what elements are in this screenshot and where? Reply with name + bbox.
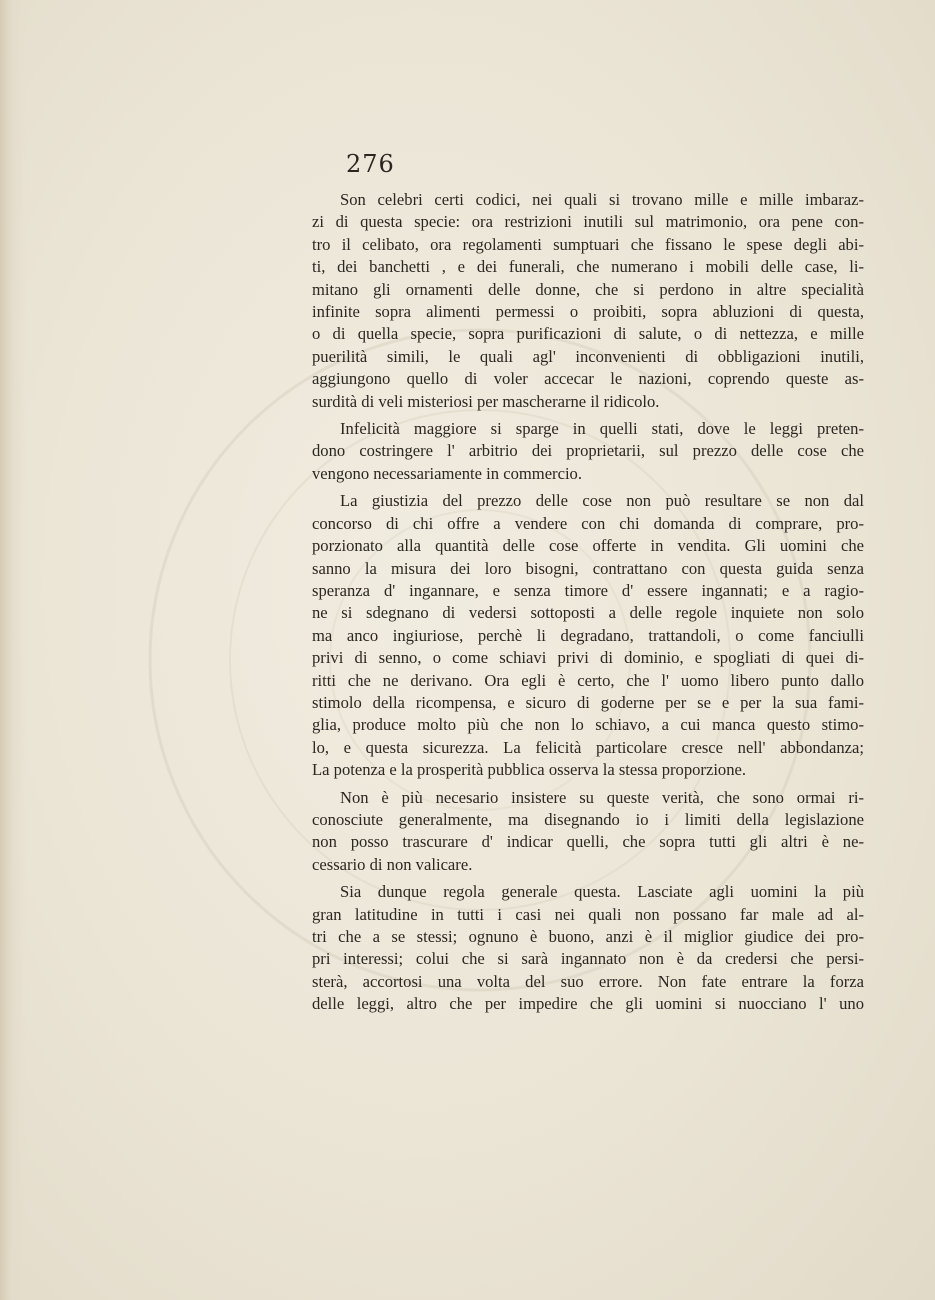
text-line: Son celebri certi codici, nei quali si trovano mille e mille imbaraz-	[340, 190, 864, 209]
text-line: vengono necessariamente in commercio.	[312, 463, 583, 483]
text-line: Infelicità maggiore si sparge in quelli stati, dove le leggi preten-	[340, 419, 864, 439]
page-number: 276	[346, 150, 395, 178]
text-line: aggiungono quello di voler accecar le nazioni, coprendo queste as-	[312, 369, 864, 389]
text-line: cessario di non valicare.	[312, 854, 473, 874]
text-line: pri interessi; colui che si sarà ingannato non è da credersi che persi-	[312, 949, 864, 969]
text-line: ne si sdegnano di vedersi sottoposti a delle regole inquiete non solo	[312, 603, 864, 623]
text-line: speranza d' ingannare, e senza timore d' essere ingannati; e a ragio-	[312, 580, 864, 600]
paragraph	[312, 490, 864, 781]
text-line: infinite sopra alimenti permessi o proibiti, sopra abluzioni di questa,	[312, 302, 864, 322]
text-line: concorso di chi offre a vendere con chi domanda di comprare, pro-	[312, 513, 864, 533]
text-line: ritti che ne derivano. Ora egli è certo, che l' uomo libero punto dallo	[312, 670, 864, 690]
text-line: dono costringere l' arbitrio dei proprietarii, sul prezzo delle cose che	[312, 441, 864, 461]
text-line: ti, dei banchetti , e dei funerali, che numerano i mobili delle case, li-	[312, 257, 864, 277]
text-line: glia, produce molto più che non lo schiavo, a cui manca questo stimo-	[312, 715, 864, 735]
body-text	[312, 189, 864, 1021]
text-line: La giustizia del prezzo delle cose non può resultare se non dal	[340, 491, 864, 511]
text-line: zi di questa specie: ora restrizioni inutili sul matrimonio, ora pene con-	[312, 212, 864, 232]
text-line: lo, e questa sicurezza. La felicità particolare cresce nell' abbondanza;	[312, 737, 864, 757]
text-line: tri che a se stessi; ognuno è buono, anzi è il miglior giudice dei pro-	[312, 927, 864, 946]
text-line: mitano gli ornamenti delle donne, che si perdono in altre specialità	[312, 279, 864, 299]
text-line: surdità di veli misteriosi per mascherarne il ridicolo.	[312, 391, 660, 411]
text-line: tro il celibato, ora regolamenti sumptuari che fissano le spese degli abi-	[312, 234, 864, 254]
paragraph	[312, 189, 864, 413]
text-line: porzionato alla quantità delle cose offerte in vendita. Gli uomini che	[312, 536, 864, 556]
text-line: Non è più necesario insistere su queste verità, che sono ormai ri-	[340, 787, 864, 807]
text-line: puerilità simili, le quali agl' inconvenienti di obbligazioni inutili,	[312, 346, 864, 366]
paragraph	[312, 881, 864, 1015]
text-line: privi di senno, o come schiavi privi di dominio, e spogliati di quei di-	[312, 648, 864, 668]
text-line: sanno la misura dei loro bisogni, contrattano con questa guida senza	[312, 558, 864, 578]
text-line: gran latitudine in tutti i casi nei quali non possano far male ad al-	[312, 904, 864, 924]
paragraph	[312, 418, 864, 485]
paragraph	[312, 787, 864, 877]
text-line: Sia dunque regola generale questa. Lasciate agli uomini la più	[340, 882, 864, 902]
text-line: o di quella specie, sopra purificazioni di salute, o di nettezza, e mille	[312, 324, 864, 344]
text-line: sterà, accortosi una volta del suo errore. Non fate entrare la forza	[312, 971, 864, 991]
text-line: conosciute generalmente, ma disegnando io i limiti della legislazione	[312, 809, 864, 829]
text-line: delle leggi, altro che per impedire che gli uomini si nuocciano l' uno	[312, 994, 864, 1014]
text-line: ma anco ingiuriose, perchè li degradano, trattandoli, o come fanciulli	[312, 625, 864, 645]
text-line: non posso trascurare d' indicar quelli, che sopra tutti gli altri è ne-	[312, 832, 864, 852]
text-line: stimolo della ricompensa, e sicuro di goderne per se e per la sua fami-	[312, 692, 864, 712]
text-line: La potenza e la prosperità pubblica osserva la stessa proporzione.	[312, 760, 747, 780]
page-binding-edge	[0, 0, 26, 1300]
